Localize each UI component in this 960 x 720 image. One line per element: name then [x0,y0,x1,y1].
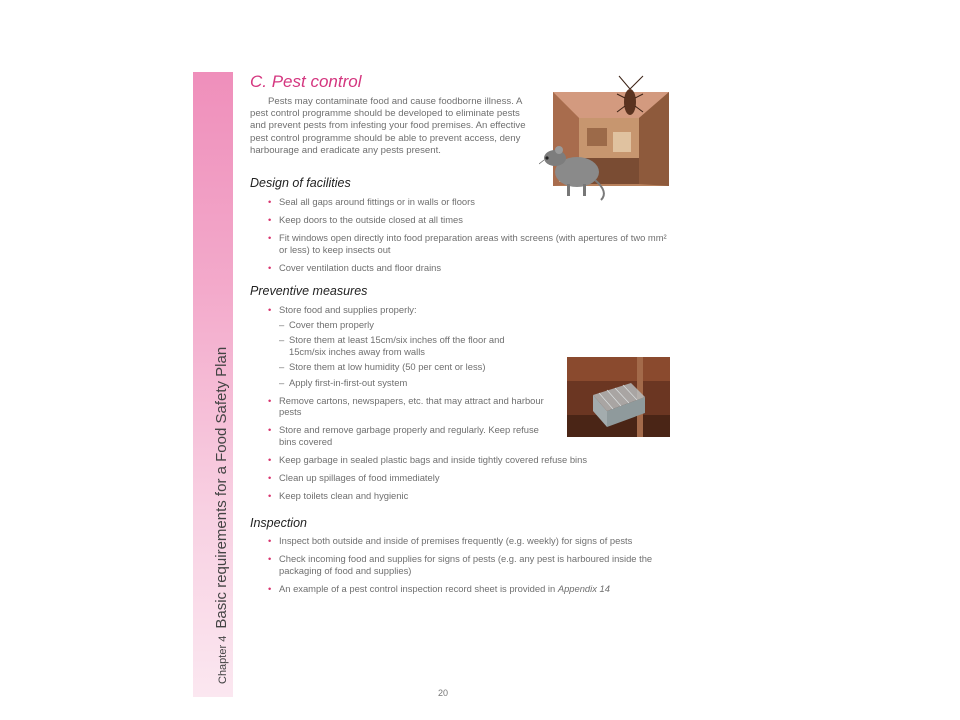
chapter-title: Basic requirements for a Food Safety Plan [213,346,230,629]
list-item: • Clean up spillages of food immediately [265,472,553,484]
page-number: 20 [438,688,449,698]
list-item: • Keep garbage in sealed plastic bags and inside tightly covered refuse bins [265,454,679,466]
chapter-sidebar-label [213,347,230,684]
intro-paragraph: Pests may contaminate food and cause foodborne illness. A pest control programme should be developed to eliminate pests and prevent pests from infesting your food premises. An effective pest control programme should be able to prevent access, deny harbourage and eradicate any pests present. [250,96,526,156]
list-item: • Inspect both outside and inside of premises frequently (e.g. weekly) for signs of pests [265,535,670,547]
chapter-label: Chapter 4 [217,635,229,684]
cockroach-icon [624,89,636,115]
inspection-list [265,535,670,601]
preventive-list [265,304,588,508]
list-item: • Cover ventilation ducts and floor drains [265,262,670,274]
design-list [265,196,670,280]
preventive-heading: Preventive measures [250,284,368,298]
list-item: • Keep doors to the outside closed at all times [265,214,670,226]
appendix-reference: Appendix 14 [557,582,610,594]
pest-trap-photo [567,357,670,437]
list-item [265,583,670,595]
store-item-label: Store food and supplies properly: [279,304,417,315]
section-title: C. Pest control [250,72,362,91]
pest-illustration-photo [539,72,671,202]
list-item: • Fit windows open directly into food preparation areas with screens (with apertures of two mm² or less) to keep insects out [265,232,670,255]
list-item: • Seal all gaps around fittings or in walls or floors [265,196,670,208]
list-item: • Remove cartons, newspapers, etc. that may attract and harbour pests [265,395,553,418]
sub-list-item: – Store them at low humidity (50 per cent or less) [279,361,553,373]
store-sublist [279,319,553,389]
sub-list-item: – Store them at least 15cm/six inches off the floor and 15cm/six inches away from walls [279,334,521,357]
inspection-heading: Inspection [250,516,307,530]
sub-list-item: – Apply first-in-first-out system [279,377,553,389]
design-heading: Design of facilities [250,176,351,190]
list-item [265,304,553,388]
sub-list-item: – Cover them properly [279,319,553,331]
list-item: • Keep toilets clean and hygienic [265,490,553,502]
list-item: • Check incoming food and supplies for signs of pests (e.g. any pest is harboured inside the packaging of food and supplies) [265,553,670,576]
appendix-text: An example of a pest control inspection record sheet is provided in [279,582,558,594]
list-item: • Store and remove garbage properly and regularly. Keep refuse bins covered [265,424,553,447]
